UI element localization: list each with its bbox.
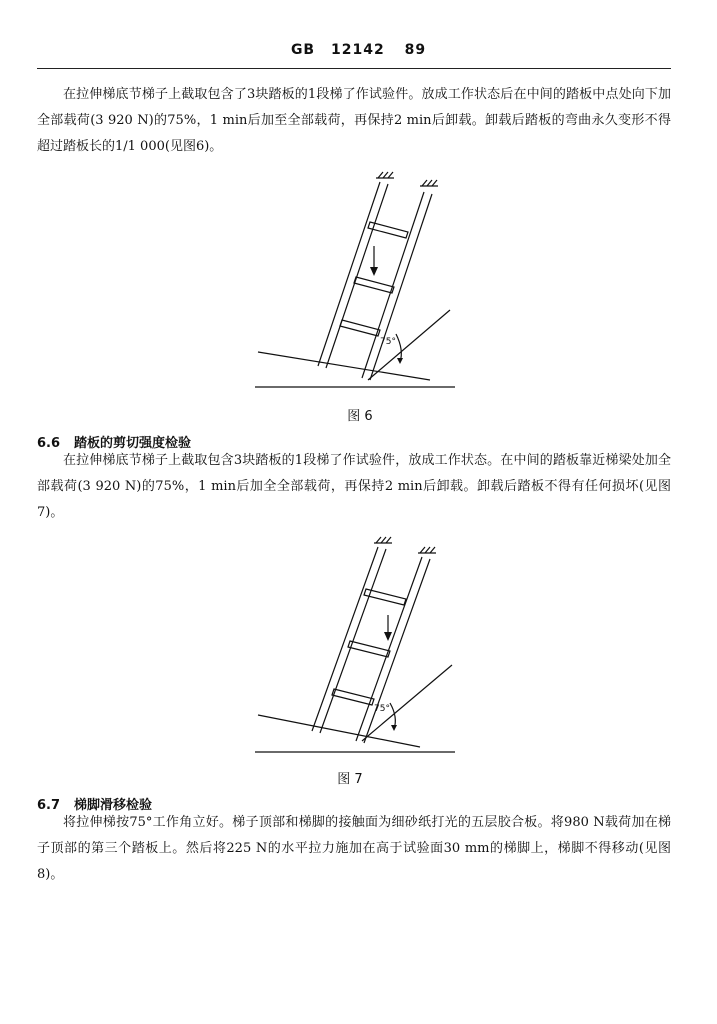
standard-code: GB bbox=[290, 42, 316, 58]
fig7-angle-label: 75° bbox=[374, 704, 390, 714]
section-6-7-number: 6.7 bbox=[37, 798, 61, 813]
section-6-6-number: 6.6 bbox=[37, 436, 61, 451]
fig6-angle-label: 75° bbox=[380, 337, 396, 347]
fig7-reference-line bbox=[362, 665, 452, 741]
fig6-arrowhead bbox=[370, 267, 378, 276]
section-6-7-body: 将拉伸梯按75°工作角立好。梯子顶部和梯脚的接触面为细砂纸打光的五层胶合板。将980 N载荷加在梯子顶部的第三个踏板上。然后将225 N的水平拉力施加在高于试验面30 mm的梯脚上，梯脚不得移动(见图8)。 bbox=[37, 815, 671, 882]
figure-6-ladder-diagram bbox=[250, 170, 465, 395]
figure-7-ladder-diagram bbox=[250, 535, 465, 760]
fig6-left-rail bbox=[318, 182, 380, 366]
fig6-rungs bbox=[250, 170, 251, 171]
fig6-right-rail bbox=[362, 192, 424, 378]
standard-number: 12142 bbox=[330, 42, 385, 58]
fig7-arrowhead bbox=[384, 632, 392, 641]
section-6-6-title: 踏板的剪切强度检验 bbox=[74, 436, 192, 451]
page-header bbox=[0, 42, 717, 58]
fig6-inclined-surface bbox=[258, 352, 430, 380]
header-rule bbox=[37, 68, 671, 69]
page-number: 89 bbox=[404, 42, 427, 58]
figure-6-caption: 图 6 bbox=[347, 409, 373, 424]
figure-7-caption: 图 7 bbox=[337, 772, 363, 787]
fig7-left-rail bbox=[312, 547, 378, 731]
section-6-7-title: 梯脚滑移检验 bbox=[74, 798, 153, 813]
section-6-6-body: 在拉伸梯底节梯子上截取包含3块踏板的1段梯了作试验件，放成工作状态。在中间的踏板靠近梯梁处加全部载荷(3 920 N)的75%，1 min后加全全部载荷，再保持2 min后卸载。卸载后踏板不得有任何损坏(见图7)。 bbox=[37, 453, 671, 520]
fig6-angle-arc bbox=[396, 334, 401, 362]
intro-paragraph: 在拉伸梯底节梯子上截取包含了3块踏板的1段梯了作试验件。放成工作状态后在中间的踏板中点处向下加全部载荷(3 920 N)的75%，1 min后加至全部载荷，再保持2 min后卸载。卸载后踏板的弯曲永久变形不得超过踏板长的1/1 000(见图6)。 bbox=[37, 87, 671, 154]
